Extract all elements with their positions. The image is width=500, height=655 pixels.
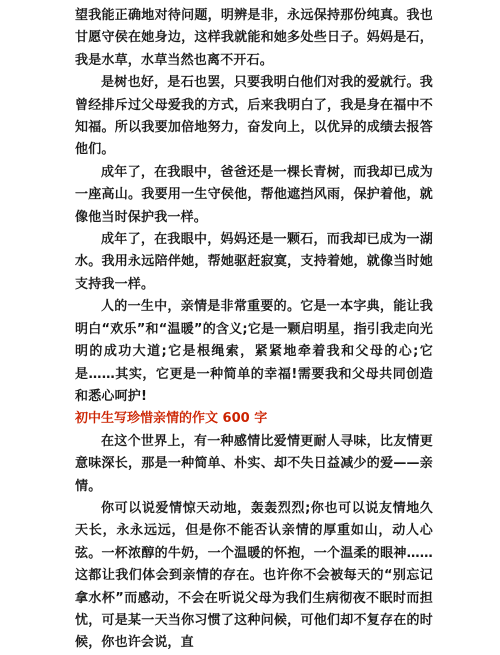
paragraph-2: 是树也好，是石也罢，只要我明白他们对我的爱就行。我曾经排斥过父母爱我的方式，后来我明白了，我是身在福中不知福。所以我要加倍地努力，奋发向上，以优异的成绩去报答他们。 xyxy=(75,75,433,158)
paragraph-3: 成年了，在我眼中，爸爸还是一棵长青树，而我却已成为一座高山。我要用一生守侯他，帮他遮挡风雨，保护着他，就像他当时保护我一样。 xyxy=(75,164,433,225)
paragraph-4: 成年了，在我眼中，妈妈还是一颗石，而我却已成为一湖水。我用永远陪伴她，帮她驱赶寂寞，支持着她，就像当时她支持我一样。 xyxy=(75,232,433,292)
paragraph-7: 你可以说爱情惊天动地，轰轰烈烈;你也可以说友情地久天长，永永远远，但是你不能否认亲情的厚重如山，动人心弦。一杯浓醇的牛奶，一个温暖的怀抱，一个温柔的眼神……这都让我们体会到亲情的存在。也许你不会被每天的“别忘记拿水杯”而感动，不会在听说父母为我们生病彻夜不眠时而担忧，可是某一天当你习惯了这种问候，可他们却不复存在的时候，你也许会说，直 xyxy=(75,500,433,651)
section-heading: 初中生写珍惜亲情的作文 600 字 xyxy=(75,411,268,427)
paragraph-5: 人的一生中，亲情是非常重要的。它是一本字典，能让我明白“欢乐”和“温暖”的含义;它是一颗启明星，指引我走向光明的成功大道;它是根绳索，紧紧地牵着我和父母的心;它是……其实，它更是一种简单的幸福!需要我和父母共同创造和悉心呵护! xyxy=(75,299,433,404)
paragraph-6: 在这个世界上，有一种感情比爱情更耐人寻味，比友情更意味深长，那是一种简单、朴实、却不失日益减少的爱——亲情。 xyxy=(75,433,433,494)
paragraph-1: 望我能正确地对待问题，明辨是非，永远保持那份纯真。我也甘愿守侯在她身边，这样我就能和她多处些日子。妈妈是石，我是水草，水草当然也离不开石。 xyxy=(75,8,433,68)
